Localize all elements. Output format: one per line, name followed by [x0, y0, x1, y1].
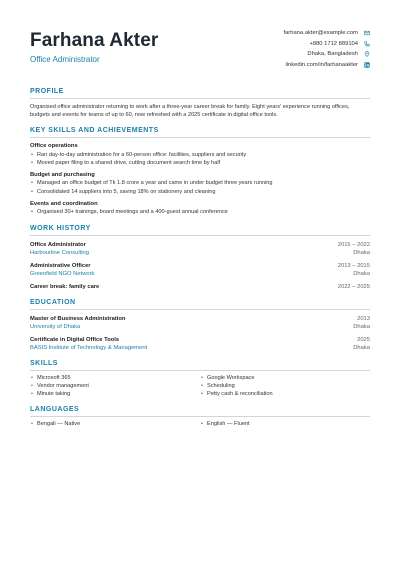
work-history-section-title: WORK HISTORY [30, 225, 370, 236]
degree-title: Certificate in Digital Office Tools [30, 336, 120, 343]
achievement-item: • Ran day-to-day administration for a 60-person office: facilities, suppliers and security [30, 151, 370, 159]
job-title: Administrative Officer [30, 262, 91, 269]
skill-group-heading: Office operations [30, 143, 78, 149]
achievement-item: • Moved paper filing to a shared drive, cutting document search time by half [30, 159, 370, 167]
work-entry [30, 262, 370, 278]
candidate-name: Farhana Akter [30, 30, 159, 51]
institution: University of Dhaka [30, 323, 81, 330]
degree-year: 2025 [357, 336, 370, 343]
skill-group [30, 172, 370, 196]
skill-item: • Vendor management [30, 382, 200, 390]
skill-item: • Scheduling [200, 382, 370, 390]
education-entry [30, 336, 370, 352]
job-dates: 2022 – 2025 [337, 283, 370, 290]
skills-achievements-section-title: KEY SKILLS AND ACHIEVEMENTS [30, 127, 370, 138]
skill-group [30, 201, 370, 217]
institution: BASIS Institute of Technology & Management [30, 344, 148, 351]
skill-group-heading: Events and coordination [30, 200, 98, 207]
contact-location [307, 49, 370, 59]
education-section-title: EDUCATION [30, 299, 370, 310]
skills-section-title: SKILLS [30, 360, 370, 371]
phone-icon [364, 41, 370, 47]
profile-summary: Organised office administrator returning to work after a three-year career break for family. Eight years' experience running offices, budgets and events for teams of up to 60, now refreshed with a 2025 certificate in digital office tools. [30, 104, 350, 118]
contact-linkedin-text: linkedin.com/in/farhanaakter [285, 61, 358, 68]
language-item: • English — Fluent [200, 420, 370, 428]
skill-group-heading: Budget and purchasing [30, 171, 95, 178]
contact-email-text: farhana.akter@example.com [283, 30, 358, 36]
work-entry [30, 283, 370, 291]
language-item: • Bengali — Native [30, 420, 200, 428]
achievement-item: • Consolidated 14 suppliers into 5, saving 18% on stationery and cleaning [30, 188, 370, 196]
skill-item: • Google Workspace [200, 374, 370, 382]
education-entry [30, 315, 370, 331]
skill-item: • Microsoft 365 [30, 374, 200, 382]
contact-linkedin[interactable] [285, 60, 370, 70]
languages-section-title: LANGUAGES [30, 406, 370, 417]
institution-location: Dhaka [353, 344, 370, 351]
skills-list [30, 374, 370, 399]
location-pin-icon [364, 51, 370, 57]
job-location: Dhaka [353, 249, 370, 256]
candidate-role: Office Administrator [30, 55, 100, 64]
languages-list [30, 420, 370, 428]
job-dates: 2015 – 2022 [337, 241, 370, 248]
job-employer: Harbourline Consulting [30, 249, 89, 256]
skill-group [30, 143, 370, 167]
job-title: Career break: family care [30, 283, 100, 290]
job-employer: Greenfield NGO Network [30, 270, 95, 277]
achievement-item: • Managed an office budget of Tk 1.8 crore a year and came in under budget three years running [30, 179, 370, 187]
name-block [30, 26, 158, 64]
achievement-item: • Organised 30+ trainings, board meetings and a 400-guest annual conference [30, 208, 370, 216]
mail-icon [364, 30, 370, 36]
contact-phone-text: +880 1712 889104 [309, 40, 358, 47]
resume-header [30, 26, 370, 72]
job-location: Dhaka [353, 270, 370, 277]
contact-email[interactable] [283, 28, 370, 38]
skill-item: • Petty cash & reconciliation [200, 390, 370, 398]
contact-phone[interactable] [309, 39, 370, 49]
profile-section-title: PROFILE [30, 88, 370, 99]
skill-item: • Minute taking [30, 390, 200, 398]
degree-title: Master of Business Administration [30, 315, 126, 322]
job-dates: 2013 – 2015 [337, 262, 370, 269]
institution-location: Dhaka [353, 323, 370, 330]
job-title: Office Administrator [30, 241, 86, 248]
work-entry [30, 241, 370, 257]
contact-block [283, 26, 370, 70]
linkedin-icon [364, 62, 370, 68]
degree-year: 2013 [357, 315, 370, 322]
contact-location-text: Dhaka, Bangladesh [307, 51, 358, 57]
